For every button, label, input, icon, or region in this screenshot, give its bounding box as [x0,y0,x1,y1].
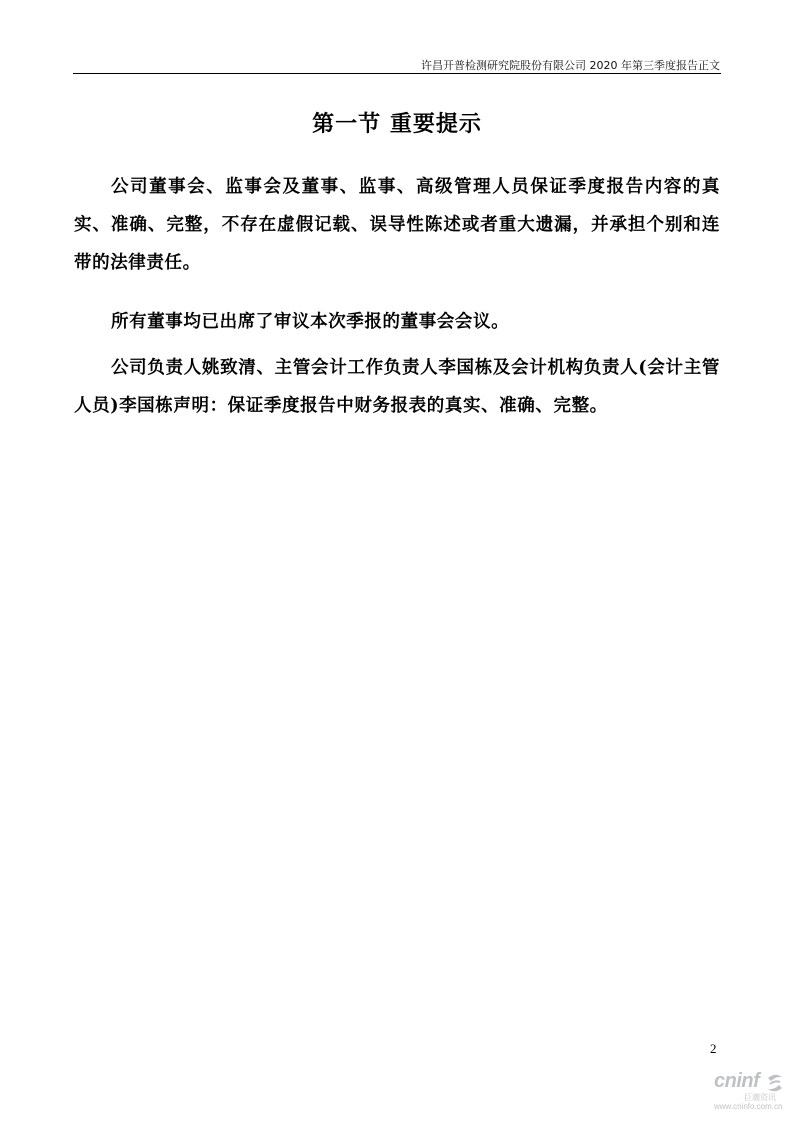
document-header-title: 许昌开普检测研究院股份有限公司 2020 年第三季度报告正文 [421,59,720,72]
paragraph-board-guarantee: 公司董事会、监事会及董事、监事、高级管理人员保证季度报告内容的真实、准确、完整，不存在虚假记载、误导性陈述或者重大遗漏，并承担个别和连带的法律责任。 [74,177,720,273]
logo-url: www.cninfo.com.cn [714,1102,783,1111]
paragraph-responsible-persons-statement: 公司负责人姚致清、主管会计工作负责人李国栋及会计机构负责人(会计主管人员)李国栋声明：保证季度报告中财务报表的真实、准确、完整。 [74,358,720,416]
paragraph-directors-attendance: 所有董事均已出席了审议本次季报的董事会会议。 [111,312,510,332]
page-number: 2 [710,1041,717,1056]
logo-swoosh-icon [764,1072,786,1094]
cninfo-logo [714,1070,786,1114]
section-title: 第一节 重要提示 [312,111,482,137]
logo-chinese-name: 巨潮资讯 [744,1093,776,1102]
header-divider [73,73,721,74]
logo-wordmark: cninf [714,1070,760,1092]
